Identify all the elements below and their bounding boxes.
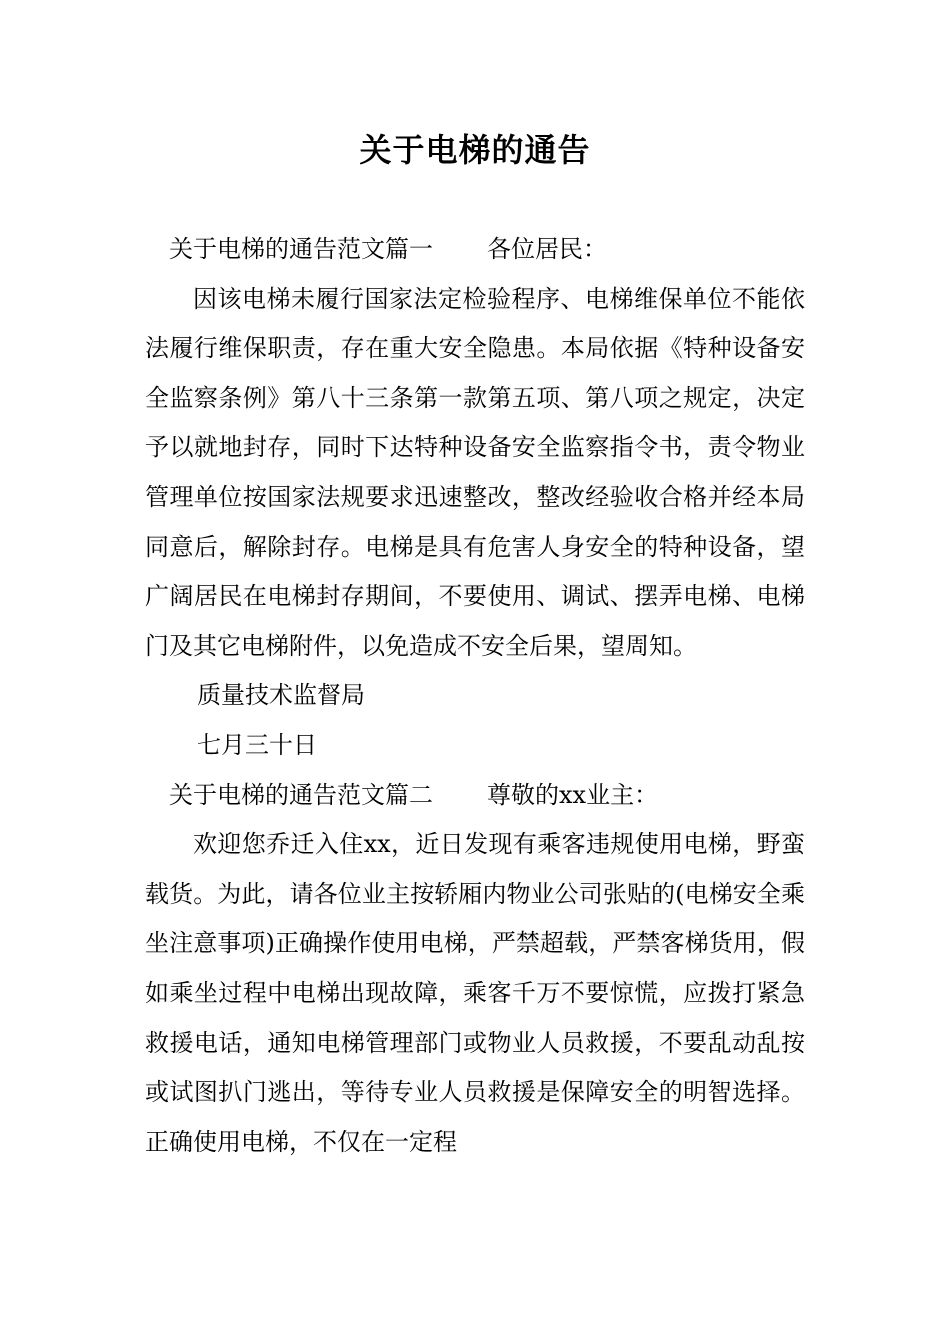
document-body — [145, 225, 805, 1167]
section1-salutation: 各位居民： — [487, 235, 607, 263]
section1-paragraph: 因该电梯未履行国家法定检验程序、电梯维保单位不能依法履行维保职责，存在重大安全隐患。本局依据《特种设备安全监察条例》第八十三条第一款第五项、第八项之规定，决定予以就地封存，同时下达特种设备安全监察指令书，责令物业管理单位按国家法规要求迅速整改，整改经验收合格并经本局同意后，解除封存。电梯是具有危害人身安全的特种设备，望广阔居民在电梯封存期间，不要使用、调试、摆弄电梯、电梯门及其它电梯附件，以免造成不安全后果，望周知。 — [145, 284, 805, 660]
section1-heading: 关于电梯的通告范文篇一 — [169, 235, 433, 263]
section2-salutation: 尊敬的xx业主： — [487, 780, 659, 809]
section1-signature: 质量技术监督局 — [197, 681, 365, 710]
document-title: 关于电梯的通告 — [359, 131, 591, 169]
section2-heading: 关于电梯的通告范文篇二 — [169, 780, 433, 809]
section2-paragraph: 欢迎您乔迁入住xx，近日发现有乘客违规使用电梯，野蛮载货。为此，请各位业主按轿厢内物业公司张贴的(电梯安全乘坐注意事项)正确操作使用电梯，严禁超载，严禁客梯货用，假如乘坐过程中电梯出现故障，乘客千万不要惊慌，应拨打紧急救援电话，通知电梯管理部门或物业人员救援，不要乱动乱按或试图扒门逃出，等待专业人员救援是保障安全的明智选择。正确使用电梯，不仅在一定程 — [145, 830, 805, 1156]
section2-heading-line — [145, 771, 805, 821]
section1-date: 七月三十日 — [197, 730, 317, 759]
section1-heading-line — [145, 225, 805, 275]
